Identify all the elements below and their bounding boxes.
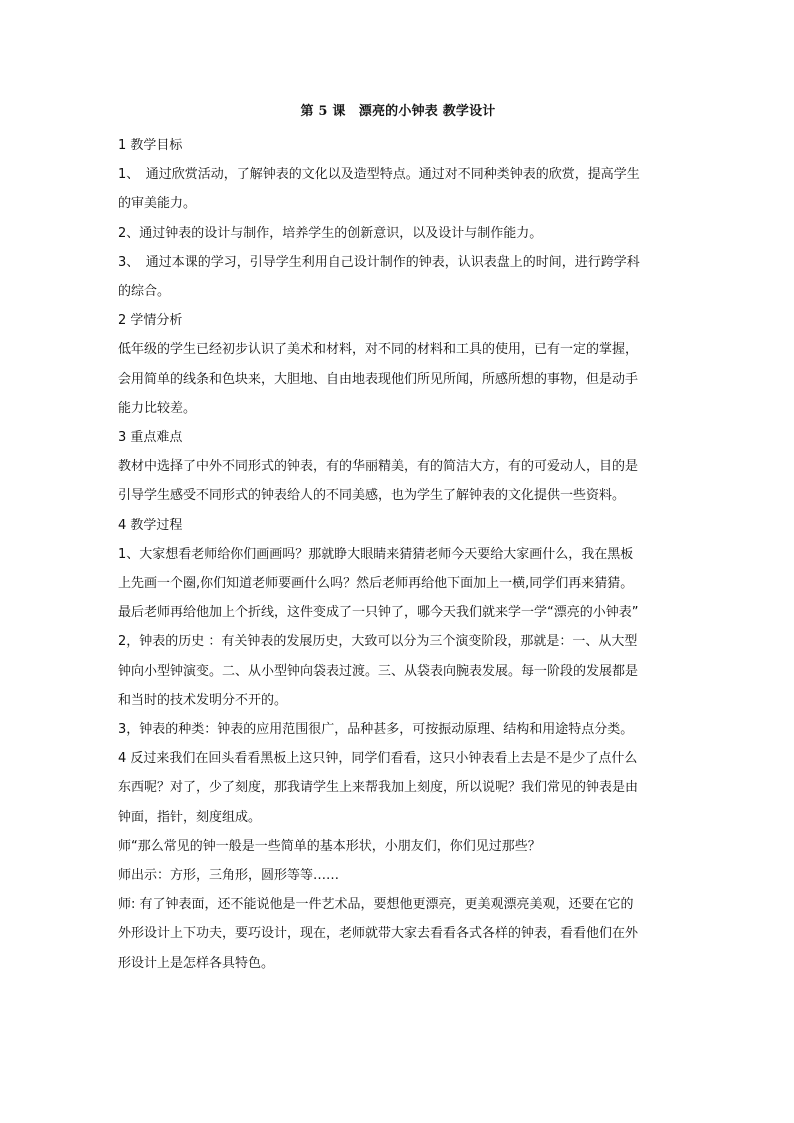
paragraph-line: 4 反过来我们在回头看看黑板上这只钟，同学们看看，这只小钟表看上去是不是少了点什么 (118, 751, 638, 767)
document-text (118, 131, 678, 978)
section-heading: 2 学情分析 (118, 313, 183, 329)
section-heading: 4 教学过程 (118, 517, 183, 533)
paragraph-line: 东西呢？对了，少了刻度，那我请学生上来帮我加上刻度，所以说呢？我们常见的钟表是由 (118, 780, 639, 796)
paragraph-line: 形设计上是怎样各具特色。 (118, 955, 275, 971)
paragraph-line: 能力比较差。 (118, 400, 197, 416)
paragraph-line: 3、 通过本课的学习，引导学生利用自己设计制作的钟表，认识表盘上的时间，进行跨学科 (118, 254, 640, 270)
paragraph-line: 3，钟表的种类：钟表的应用范围很广，品种甚多，可按振动原理、结构和用途特点分类。 (118, 722, 634, 738)
paragraph-line: 的审美能力。 (118, 196, 197, 212)
section-heading: 3 重点难点 (118, 430, 183, 446)
paragraph-line: 师出示：方形，三角形，圆形等等…… (118, 868, 340, 884)
paragraph-line: 外形设计上下功夫，要巧设计，现在，老师就带大家去看看各式各样的钟表，看看他们在外 (118, 926, 639, 942)
paragraph-line: 1、大家想看老师给你们画画吗？那就睁大眼睛来猜猜老师今天要给大家画什么，我在黑板 (118, 546, 634, 562)
paragraph-line: 的综合。 (118, 284, 171, 300)
paragraph-line: 2，钟表的历史 ：有关钟表的发展历史，大致可以分为三个演变阶段，那就是：一、从大型 (118, 634, 638, 650)
paragraph-line: 钟向小型钟演变。二、从小型钟向袋表过渡。三、从袋表向腕表发展。每一阶段的发展都是 (118, 663, 639, 679)
paragraph-line: 1、 通过欣赏活动，了解钟表的文化以及造型特点。通过对不同种类钟表的欣赏，提高学生 (118, 167, 640, 183)
section-heading: 1 教学目标 (118, 138, 183, 153)
paragraph-line: 钟面，指针，刻度组成。 (118, 809, 262, 825)
paragraph-line: 引导学生感受不同形式的钟表给人的不同美感，也为学生了解钟表的文化提供一些资料。 (118, 488, 626, 504)
paragraph-line: 最后老师再给他加上个折线，这件变成了一只钟了，哪今天我们就来学一学“漂亮的小钟表” (118, 605, 639, 621)
paragraph-line: 会用简单的线条和色块来，大胆地、自由地表现他们所见所闻，所感所想的事物，但是动手 (118, 371, 639, 387)
paragraph-line: 和当时的技术发明分不开的。 (118, 692, 288, 708)
paragraph-line: 师“那么常见的钟一般是一些简单的基本形状，小朋友们，你们见过那些？ (118, 838, 541, 854)
paragraph-line: 师: 有了钟表面，还不能说他是一件艺术品，要想他更漂亮，更美观漂亮美观，还要在它的 (118, 897, 634, 913)
paragraph-line: 上先画一个圈,你们知道老师要画什么吗？然后老师再给他下面加上一横,同学们再来猜猜。 (118, 576, 634, 592)
page-title: 第 5 课 漂亮的小钟表 教学设计 (300, 104, 496, 119)
paragraph-line: 2、通过钟表的设计与制作，培养学生的创新意识，以及设计与制作能力。 (118, 225, 543, 241)
paragraph-line: 低年级的学生已经初步认识了美术和材料，对不同的材料和工具的使用，已有一定的掌握， (118, 342, 639, 358)
paragraph-line: 教材中选择了中外不同形式的钟表，有的华丽精美，有的简洁大方，有的可爱动人，目的是 (118, 459, 639, 475)
document-body (118, 102, 678, 978)
